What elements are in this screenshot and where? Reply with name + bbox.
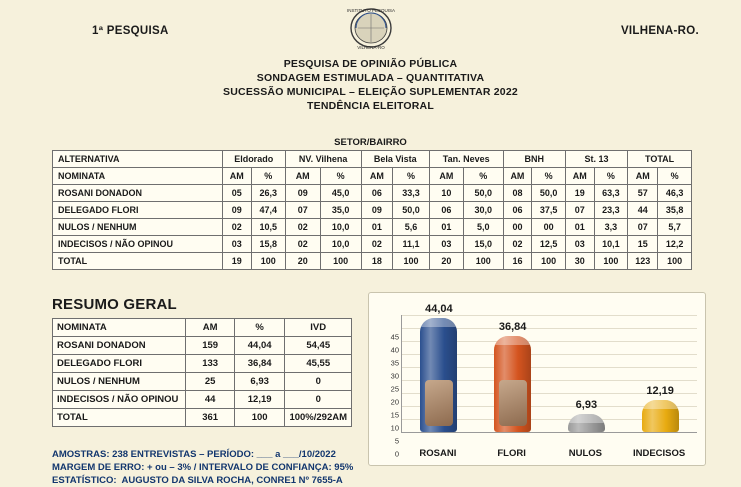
cell: 07 [628, 219, 658, 236]
chart-y-tick: 35 [390, 358, 399, 368]
table-total-row [53, 253, 692, 270]
cell: 25 [186, 373, 234, 391]
cell: 06 [503, 202, 532, 219]
cell: 5,0 [463, 219, 503, 236]
cell: 07 [285, 202, 320, 219]
cell: 12,2 [658, 236, 692, 253]
title-line-1: PESQUISA DE OPINIÃO PÚBLICA [283, 58, 458, 70]
row-label: DELEGADO FLORI [53, 355, 186, 373]
cell: 45,0 [320, 185, 361, 202]
cell: 63,3 [594, 185, 628, 202]
row-label: ROSANI DONADON [53, 185, 223, 202]
cell: 6,93 [234, 373, 285, 391]
cell: 23,3 [594, 202, 628, 219]
subheader-cell: AM [361, 168, 392, 185]
subheader-cell: AM [565, 168, 594, 185]
cell: 06 [429, 202, 463, 219]
chart-bar-cap [420, 318, 457, 327]
chart-y-axis [379, 315, 399, 459]
chart-y-tick: 30 [390, 371, 399, 381]
title-block [0, 57, 741, 113]
subheader-cell: AM [429, 168, 463, 185]
cell: 06 [361, 185, 392, 202]
cell: 5,6 [393, 219, 430, 236]
chart-bar-cap [568, 414, 605, 423]
cell: 01 [565, 219, 594, 236]
main-results-table [52, 150, 692, 270]
footer-notes [52, 448, 353, 487]
cell: 36,84 [234, 355, 285, 373]
svg-text:VILHENA-RO: VILHENA-RO [356, 45, 385, 50]
header-nv-vilhena: NV. Vilhena [285, 151, 361, 168]
header-bnh: BNH [503, 151, 565, 168]
chart-category-label: FLORI [497, 448, 526, 459]
chart-value-label: 12,19 [646, 385, 674, 398]
cell: 19 [222, 253, 251, 270]
subheader-cell: % [251, 168, 285, 185]
cell: 15 [628, 236, 658, 253]
institute-logo-icon [342, 6, 400, 52]
resumo-header-am: AM [186, 319, 234, 337]
cell: 07 [565, 202, 594, 219]
resumo-header-pct: % [234, 319, 285, 337]
cell: 02 [503, 236, 532, 253]
cell: 50,0 [532, 185, 566, 202]
cell: 08 [503, 185, 532, 202]
row-label: INDECISOS / NÃO OPINOU [53, 236, 223, 253]
header-st-13: St. 13 [565, 151, 627, 168]
cell: 100 [463, 253, 503, 270]
table-row [53, 185, 692, 202]
cell: 35,0 [320, 202, 361, 219]
chart-category-label: NULOS [568, 448, 602, 459]
chart-y-tick: 10 [390, 423, 399, 433]
resumo-header-row [53, 319, 352, 337]
table-row [53, 391, 352, 409]
cell: 30 [565, 253, 594, 270]
table-sub-header-row [53, 168, 692, 185]
chart-y-tick: 0 [394, 449, 399, 459]
header-right-label: VILHENA-RO. [620, 25, 699, 37]
cell: 54,45 [285, 337, 352, 355]
cell: 00 [503, 219, 532, 236]
row-label: TOTAL [53, 253, 223, 270]
cell: 100 [320, 253, 361, 270]
resumo-header-ivd: IVD [285, 319, 352, 337]
cell: 20 [429, 253, 463, 270]
chart-bar [494, 336, 531, 432]
cell: 0 [285, 373, 352, 391]
cell: 09 [285, 185, 320, 202]
cell: 100 [251, 253, 285, 270]
cell: 47,4 [251, 202, 285, 219]
cell: 100 [234, 409, 285, 427]
cell: 159 [186, 337, 234, 355]
header-tan-neves: Tan. Neves [429, 151, 503, 168]
title-line-2: SONDAGEM ESTIMULADA – QUANTITATIVA [256, 72, 485, 84]
results-bar-chart [368, 292, 706, 466]
table-row [53, 219, 692, 236]
cell: 361 [186, 409, 234, 427]
chart-y-tick: 15 [390, 410, 399, 420]
chart-value-label: 6,93 [575, 398, 598, 411]
row-label: ROSANI DONADON [53, 337, 186, 355]
candidate-photo [499, 380, 527, 426]
chart-category-label: INDECISOS [632, 448, 686, 459]
cell: 44 [628, 202, 658, 219]
subheader-cell: % [320, 168, 361, 185]
table-row [53, 337, 352, 355]
row-label: INDECISOS / NÃO OPINOU [53, 391, 186, 409]
row-label: NULOS / NENHUM [53, 219, 223, 236]
cell: 100 [393, 253, 430, 270]
cell: 30,0 [463, 202, 503, 219]
subheader-nominata: NOMINATA [53, 168, 223, 185]
row-label: TOTAL [53, 409, 186, 427]
resumo-geral-table [52, 318, 352, 427]
chart-bar-cap [494, 336, 531, 345]
subheader-cell: AM [628, 168, 658, 185]
cell: 50,0 [393, 202, 430, 219]
cell: 19 [565, 185, 594, 202]
chart-inner [369, 293, 705, 465]
cell: 35,8 [658, 202, 692, 219]
title-line-4: TENDÊNCIA ELEITORAL [307, 100, 434, 112]
chart-value-label: 44,04 [425, 302, 453, 315]
cell: 16 [503, 253, 532, 270]
cell: 44 [186, 391, 234, 409]
cell: 100 [658, 253, 692, 270]
cell: 20 [285, 253, 320, 270]
table-row [53, 202, 692, 219]
header-bela-vista: Bela Vista [361, 151, 429, 168]
cell: 12,5 [532, 236, 566, 253]
cell: 02 [361, 236, 392, 253]
cell: 12,19 [234, 391, 285, 409]
cell: 46,3 [658, 185, 692, 202]
note-amostras: AMOSTRAS: 238 ENTREVISTAS – PERÍODO: ___ a ___/10/2022 [52, 449, 336, 460]
cell: 03 [222, 236, 251, 253]
title-line-3: SUCESSÃO MUNICIPAL – ELEIÇÃO SUPLEMENTAR 2022 [223, 86, 518, 98]
cell: 10,1 [594, 236, 628, 253]
chart-category-label: ROSANI [419, 448, 457, 459]
cell: 133 [186, 355, 234, 373]
table-row [53, 355, 352, 373]
subheader-cell: % [658, 168, 692, 185]
cell: 0 [285, 391, 352, 409]
subheader-cell: AM [222, 168, 251, 185]
chart-y-tick: 45 [390, 332, 399, 342]
cell: 02 [222, 219, 251, 236]
cell: 01 [429, 219, 463, 236]
resumo-header-nominata: NOMINATA [53, 319, 186, 337]
cell: 18 [361, 253, 392, 270]
cell: 11,1 [393, 236, 430, 253]
row-label: NULOS / NENHUM [53, 373, 186, 391]
chart-y-tick: 5 [394, 436, 399, 446]
cell: 26,3 [251, 185, 285, 202]
cell: 10,0 [320, 236, 361, 253]
cell: 10 [429, 185, 463, 202]
chart-y-tick: 40 [390, 345, 399, 355]
table-group-header-row [53, 151, 692, 168]
row-label: DELEGADO FLORI [53, 202, 223, 219]
cell: 02 [285, 219, 320, 236]
cell: 5,7 [658, 219, 692, 236]
header-total: TOTAL [628, 151, 692, 168]
candidate-photo [425, 380, 453, 426]
chart-bar [642, 400, 679, 432]
cell: 44,04 [234, 337, 285, 355]
cell: 3,3 [594, 219, 628, 236]
subheader-cell: % [463, 168, 503, 185]
cell: 100 [594, 253, 628, 270]
chart-plot-area [401, 302, 697, 433]
cell: 09 [222, 202, 251, 219]
cell: 10,5 [251, 219, 285, 236]
cell: 50,0 [463, 185, 503, 202]
subheader-cell: AM [503, 168, 532, 185]
chart-y-tick: 25 [390, 384, 399, 394]
note-margem-erro: MARGEM DE ERRO: + ou – 3% / INTERVALO DE CONFIANÇA: 95% [52, 462, 354, 473]
table-total-row [53, 409, 352, 427]
chart-bar-cap [642, 400, 679, 409]
cell: 33,3 [393, 185, 430, 202]
cell: 100%/292AM [285, 409, 352, 427]
note-estatistico: ESTATÍSTICO: AUGUSTO DA SILVA ROCHA, CONRE1 Nº 7655-A [52, 475, 343, 486]
chart-y-tick: 20 [390, 397, 399, 407]
cell: 123 [628, 253, 658, 270]
chart-bar [568, 414, 605, 432]
cell: 15,0 [463, 236, 503, 253]
cell: 45,55 [285, 355, 352, 373]
cell: 09 [361, 202, 392, 219]
subheader-cell: AM [285, 168, 320, 185]
header-left-label: 1ª PESQUISA [92, 25, 169, 37]
chart-gridline [402, 315, 697, 316]
cell: 05 [222, 185, 251, 202]
cell: 02 [285, 236, 320, 253]
cell: 10,0 [320, 219, 361, 236]
cell: 57 [628, 185, 658, 202]
subheader-cell: % [532, 168, 566, 185]
resumo-geral-title: RESUMO GERAL [52, 296, 177, 313]
subheader-cell: % [393, 168, 430, 185]
table-row [53, 373, 352, 391]
sector-group-label: SETOR/BAIRRO [334, 137, 407, 148]
header-alternativa: ALTERNATIVA [53, 151, 223, 168]
cell: 03 [565, 236, 594, 253]
cell: 15,8 [251, 236, 285, 253]
svg-text:INSTITUTO PESQUISA: INSTITUTO PESQUISA [346, 8, 395, 13]
subheader-cell: % [594, 168, 628, 185]
cell: 03 [429, 236, 463, 253]
cell: 100 [532, 253, 566, 270]
chart-value-label: 36,84 [498, 321, 527, 334]
table-row [53, 236, 692, 253]
cell: 00 [532, 219, 566, 236]
cell: 01 [361, 219, 392, 236]
chart-bar [420, 318, 457, 433]
header-eldorado: Eldorado [222, 151, 285, 168]
cell: 37,5 [532, 202, 566, 219]
